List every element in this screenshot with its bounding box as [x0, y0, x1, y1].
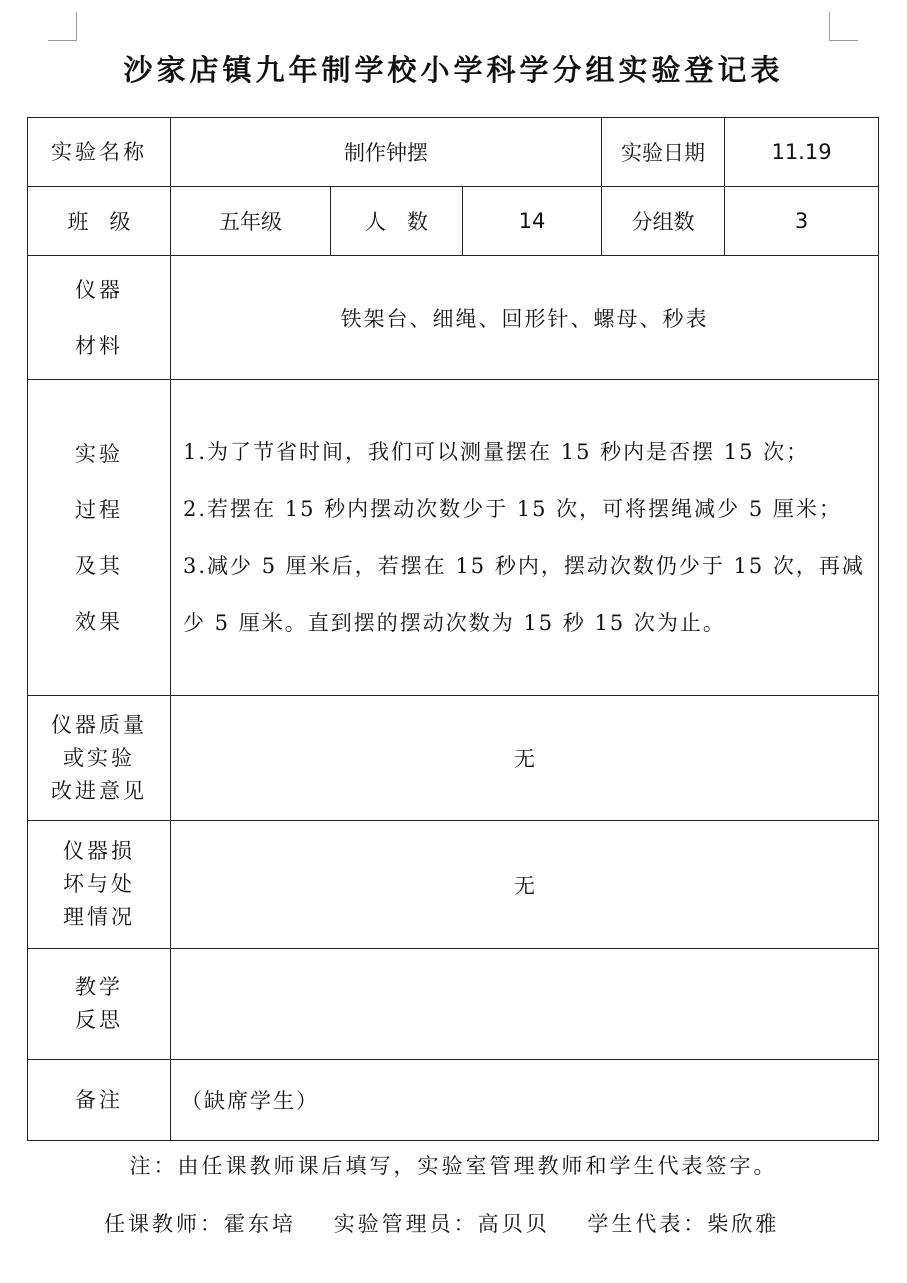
reflection-label-line2: 反思: [75, 1008, 123, 1032]
footer-note: 注：由任课教师课后填写，实验室管理教师和学生代表签字。: [129, 1154, 778, 1178]
teacher-signature: 任课教师：霍东培: [104, 1212, 296, 1236]
remarks-label: 备注: [28, 1060, 171, 1141]
process-step-1: 1.为了节省时间，我们可以测量摆在 15 秒内是否摆 15 次；: [183, 439, 810, 464]
table-row: [28, 696, 879, 821]
table-row: [28, 949, 879, 1060]
table-row: [28, 1060, 879, 1141]
process-label-line3: 及其: [75, 553, 123, 578]
table-row: [28, 380, 879, 696]
experiment-name-label: 实验名称: [28, 118, 171, 187]
quality-label-line2: 或实验: [63, 745, 135, 770]
reflection-value: [171, 949, 879, 1060]
reflection-label: [28, 949, 171, 1060]
equipment-value: 铁架台、细绳、回形针、螺母、秒表: [171, 256, 879, 380]
equipment-label-line2: 材料: [75, 333, 123, 358]
damage-label-line1: 仪器损: [63, 839, 135, 863]
student-rep-signature: 学生代表：柴欣雅: [587, 1212, 780, 1236]
quality-label-line1: 仪器质量: [51, 712, 147, 737]
class-label: 班 级: [28, 187, 171, 256]
crop-mark-top-left: [48, 12, 77, 41]
admin-signature: 实验管理员：高贝贝: [333, 1212, 550, 1236]
remarks-value: （缺席学生）: [171, 1060, 879, 1141]
quality-value: 无: [171, 696, 879, 821]
experiment-date-value: 11.19: [725, 118, 879, 187]
student-count-value: 14: [463, 187, 602, 256]
damage-label-line3: 理情况: [63, 905, 135, 929]
process-label: [28, 380, 171, 696]
quality-label-line3: 改进意见: [51, 778, 147, 803]
student-count-label: 人 数: [331, 187, 463, 256]
damage-label: [28, 821, 171, 949]
quality-label: [28, 696, 171, 821]
process-value: [171, 380, 879, 696]
group-count-value: 3: [725, 187, 879, 256]
crop-mark-top-right: [829, 12, 858, 41]
damage-label-line2: 坏与处: [63, 872, 135, 896]
process-step-3: 3.减少 5 厘米后，若摆在 15 秒内，摆动次数仍少于 15 次，再减少 5 厘米。直到摆的摆动次数为 15 秒 15 次为止。: [183, 553, 865, 635]
table-row: [28, 256, 879, 380]
page-title: 沙家店镇九年制学校小学科学分组实验登记表: [123, 53, 784, 87]
table-row: [28, 187, 879, 256]
process-label-line4: 效果: [75, 609, 123, 634]
table-row: [28, 118, 879, 187]
equipment-label-line1: 仪器: [75, 277, 123, 302]
class-value: 五年级: [171, 187, 331, 256]
table-row: [28, 821, 879, 949]
group-count-label: 分组数: [602, 187, 725, 256]
experiment-registration-table: [27, 117, 879, 1141]
experiment-name-value: 制作钟摆: [171, 118, 602, 187]
process-label-line2: 过程: [75, 497, 123, 522]
signature-line: [104, 1208, 807, 1238]
equipment-label: [28, 256, 171, 380]
damage-value: 无: [171, 821, 879, 949]
experiment-date-label: 实验日期: [602, 118, 725, 187]
process-step-2: 2.若摆在 15 秒内摆动次数少于 15 次，可将摆绳减少 5 厘米；: [183, 496, 842, 521]
process-label-line1: 实验: [75, 441, 123, 466]
reflection-label-line1: 教学: [75, 975, 123, 999]
